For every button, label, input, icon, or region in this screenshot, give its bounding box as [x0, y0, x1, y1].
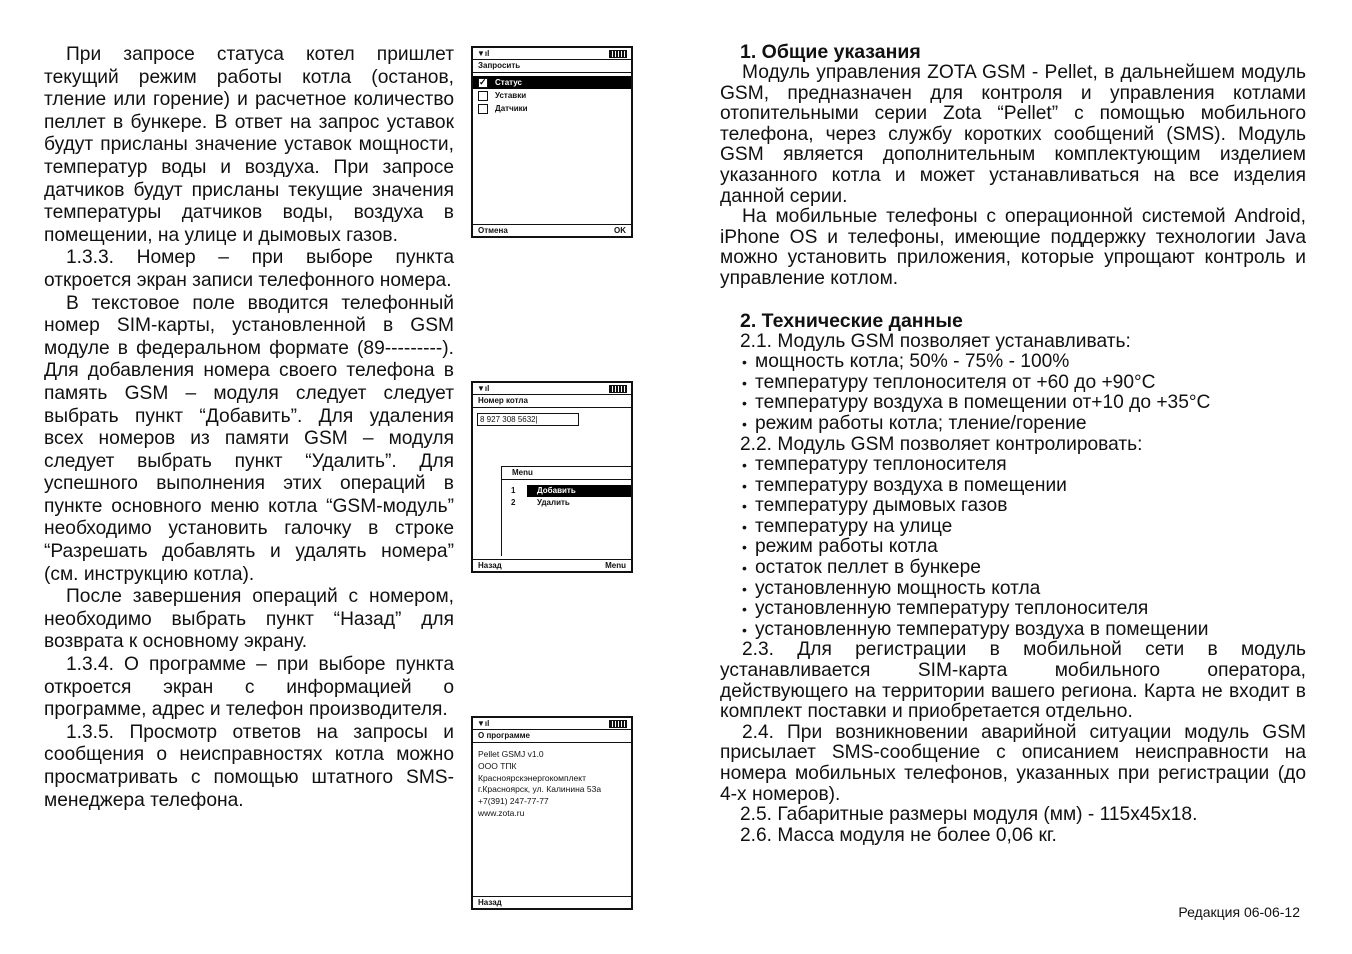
paragraph-mass: 2.6. Масса модуля не более 0,06 кг.	[740, 824, 1057, 846]
list-item: • установленную температуру воздуха в помещении	[742, 620, 1306, 641]
number-input[interactable]: 8 927 308 5632|	[477, 413, 579, 426]
checkbox-icon[interactable]	[478, 78, 488, 88]
paragraph-apps: На мобильные телефоны с операционной системой Android, iPhone OS и телефоны, имеющие поддержку технологии Java можно установить приложения, которые упрощают контроль и управление котлом.	[720, 206, 1306, 289]
menu-item-add[interactable]: 1 Добавить	[502, 485, 631, 497]
status-bar	[473, 383, 631, 395]
checkbox-icon[interactable]	[478, 104, 488, 114]
screen-title: Номер котла	[473, 395, 631, 408]
menu-item-sensors[interactable]: Датчики	[473, 102, 631, 115]
cancel-softkey[interactable]: Отмена	[478, 226, 508, 235]
menu-title: Menu	[502, 467, 631, 480]
menu-item-delete[interactable]: 2 Удалить	[511, 498, 570, 507]
list-set	[720, 352, 1306, 434]
signal-icon: ▼ıl	[477, 384, 490, 393]
menu-item-status[interactable]: ✓ Статус	[473, 76, 631, 89]
phone-screen-about	[471, 716, 633, 910]
subsection-control: 2.2. Модуль GSM позволяет контролировать:	[740, 433, 1143, 455]
paragraph-general: Модуль управления ZOTA GSM - Pellet, в дальнейшем модуль GSM, предназначен для контроля и управления котлами отопительными серии Zota “Pellet” с помощью мобильного телефона, через службу коротких сообщений (SMS). Модуль GSM является дополнительным комплектующим изделием указанного котла и может устанавливаться на все изделия данной серии.	[720, 62, 1306, 207]
status-bar	[473, 48, 631, 60]
checkbox-icon[interactable]	[478, 91, 488, 101]
info-line: Pellet GSMJ v1.0	[478, 749, 544, 759]
battery-icon	[609, 720, 627, 728]
list-item: • температуру теплоносителя	[742, 455, 1306, 476]
list-item: • режим работы котла	[742, 537, 1306, 558]
menu-softkey[interactable]: Menu	[605, 561, 626, 570]
list-item: • установленную мощность котла	[742, 579, 1306, 600]
right-column	[720, 42, 1306, 846]
section-heading-general: 1. Общие указания	[740, 41, 921, 63]
section-heading-tech: 2. Технические данные	[740, 309, 963, 332]
softkey-bar	[473, 896, 631, 908]
screen-title: Запросить	[473, 60, 631, 73]
info-line: ООО ТПК	[478, 760, 517, 771]
list-item: • режим работы котла; тление/горение	[742, 414, 1306, 435]
context-menu	[501, 466, 631, 556]
list-item: • температуру воздуха в помещении	[742, 476, 1306, 497]
revision-label: Редакция 06-06-12	[1178, 904, 1300, 920]
paragraph-status: При запросе статуса котел пришлет текущий режим работы котла (останов, тление или горение) и расчетное количество пеллет в бункере. В ответ на запрос уставок будут присланы значение уставок мощности, температур воды и воздуха. При запросе датчиков будут присланы текущие значения температуры датчиков воды, воздуха в помещении, на улице и дымовых газов.	[44, 44, 454, 246]
info-line: Красноярскэнергокомплект	[478, 772, 586, 783]
softkey-bar	[473, 559, 631, 571]
phone-screen-number	[471, 381, 633, 573]
paragraph-alarm: 2.4. При возникновении аварийной ситуации модуль GSM присылает SMS-сообщение с описанием неисправности на номера мобильных телефонов, указанных при регистрации (до 4-х номеров).	[720, 721, 1306, 805]
info-line: www.zota.ru	[478, 807, 525, 818]
back-softkey[interactable]: Назад	[478, 898, 502, 907]
battery-icon	[609, 50, 627, 58]
paragraph-back: После завершения операций с номером, необходимо выбрать пункт “Назад” для возврата к основному экрану.	[44, 586, 454, 653]
paragraph-about: 1.3.4. О программе – при выборе пункта откроется экран с информацией о программе, адрес и телефон производителя.	[44, 654, 454, 721]
battery-icon	[609, 385, 627, 393]
info-line: +7(391) 247-77-77	[478, 796, 549, 807]
paragraph-number-input: В текстовое поле вводится телефонный номер SIM-карты, установленной в GSM модуле в федеральном формате (89---------). Для добавления номера своего телефона в память GSM – модуля следует следует выбрать пункт “Добавить”. Для удаления всех номеров из памяти GSM – модуля следует выбрать пункт “Удалить”. Для успешного выполнения этих операций в пункте основного меню котла “GSM-модуль” необходимо установить галочку в строке “Разрешать добавлять и удалять номера” (см. инструкцию котла).	[44, 292, 454, 585]
softkey-bar	[473, 224, 631, 236]
list-item: • температуру теплоносителя от +60 до +90°С	[742, 373, 1306, 394]
list-item: • температуру на улице	[742, 517, 1306, 538]
left-column	[44, 44, 454, 812]
signal-icon: ▼ıl	[477, 49, 490, 58]
ok-softkey[interactable]: OK	[614, 226, 626, 235]
menu-item-setpoints[interactable]: Уставки	[473, 89, 631, 102]
status-bar	[473, 718, 631, 730]
list-item: • температуру дымовых газов	[742, 496, 1306, 517]
phone-screen-request	[471, 46, 633, 238]
paragraph-sim: 2.3. Для регистрации в мобильной сети в модуль устанавливается SIM-карта мобильного оператора, действующего на территории вашего региона. Карта не входит в комплект поставки и приобретается отдельно.	[720, 639, 1306, 723]
back-softkey[interactable]: Назад	[478, 561, 502, 570]
paragraph-sms: 1.3.5. Просмотр ответов на запросы и сообщения о неисправностях котла можно просматривать с помощью штатного SMS-менеджера телефона.	[44, 721, 454, 811]
paragraph-dimensions: 2.5. Габаритные размеры модуля (мм) - 115x45x18.	[740, 804, 1198, 826]
list-item: • остаток пеллет в бункере	[742, 558, 1306, 579]
list-item: • температуру воздуха в помещении от+10 до +35°С	[742, 393, 1306, 414]
signal-icon: ▼ıl	[477, 719, 490, 728]
info-line: г.Красноярск, ул. Калинина 53а	[478, 784, 602, 795]
list-control	[720, 455, 1306, 640]
list-item: • мощность котла; 50% - 75% - 100%	[742, 352, 1306, 373]
paragraph-number: 1.3.3. Номер – при выборе пункта откроется экран записи телефонного номера.	[44, 247, 454, 291]
subsection-set: 2.1. Модуль GSM позволяет устанавливать:	[740, 330, 1131, 352]
screen-title: О программе	[473, 730, 631, 743]
about-info	[473, 743, 631, 820]
list-item: • установленную температуру теплоносителя	[742, 599, 1306, 620]
